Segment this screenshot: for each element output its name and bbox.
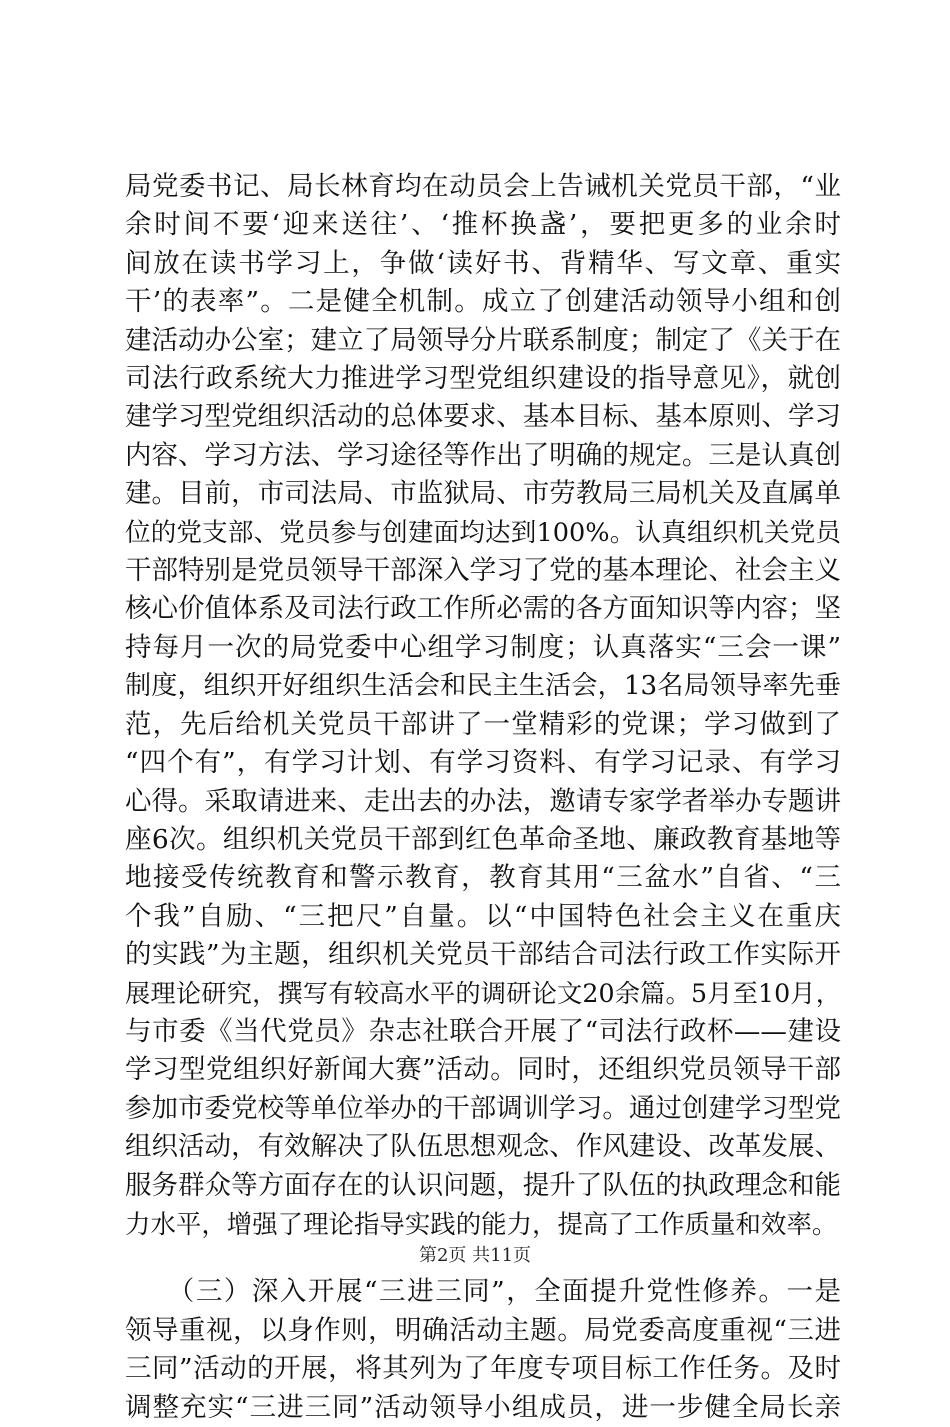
paragraph-1 — [125, 168, 841, 1243]
text-line: 局党委书记、局长林育均在动员会上告诫机关党员干部，“业 — [125, 171, 841, 202]
text-line: 调整充实“三进三同”活动领导小组成员，进一步健全局长亲 — [125, 1391, 841, 1423]
text-line: 余时间不要‘迎来送往’、‘推杯换盏’，要把更多的业余时 — [125, 209, 841, 241]
text-line: 领导重视，以身作则，明确活动主题。局党委高度重视“三进 — [125, 1314, 841, 1346]
text-line: “四个有”，有学习计划、有学习资料、有学习记录、有学习 — [125, 747, 841, 779]
text-line: 力水平，增强了理论指导实践的能力，提高了工作质量和效率。 — [125, 1208, 838, 1239]
text-line: 干’的表率”。二是健全机制。成立了创建活动领导小组和创 — [125, 286, 841, 318]
text-line: （三）深入开展“三进三同”，全面提升党性修养。一是 — [125, 1276, 841, 1308]
paragraph-2 — [125, 1273, 841, 1427]
text-line: 展理论研究，撰写有较高水平的调研论文20余篇。5月至10月， — [125, 978, 841, 1008]
text-line: 的实践”为主题，组织机关党员干部结合司法行政工作实际开 — [125, 939, 841, 971]
page-footer: 第2页 共11页 — [418, 1245, 532, 1266]
text-line: 核心价值体系及司法行政工作所必需的各方面知识等内容；坚 — [125, 593, 841, 625]
text-line: 司法行政系统大力推进学习型党组织建设的指导意见》，就创 — [125, 363, 841, 395]
text-line: 建学习型党组织活动的总体要求、基本目标、基本原则、学习 — [125, 401, 841, 433]
text-line: 范，先后给机关党员干部讲了一堂精彩的党课；学习做到了 — [125, 708, 841, 740]
text-line: 建活动办公室；建立了局领导分片联系制度；制定了《关于在 — [125, 324, 841, 356]
text-line: 参加市委党校等单位举办的干部调训学习。通过创建学习型党 — [125, 1092, 841, 1124]
text-line: 组织活动，有效解决了队伍思想观念、作风建设、改革发展、 — [125, 1131, 841, 1163]
text-line: 内容、学习方法、学习途径等作出了明确的规定。三是认真创 — [125, 439, 841, 471]
text-line: 间放在读书学习上，争做‘读好书、背精华、写文章、重实 — [125, 247, 841, 279]
text-line: 个我”自励、“三把尺”自量。以“中国特色社会主义在重庆 — [125, 900, 841, 932]
text-line: 地接受传统教育和警示教育，教育其用“三盆水”自省、“三 — [125, 862, 841, 894]
text-line: 学习型党组织好新闻大赛”活动。同时，还组织党员领导干部 — [125, 1054, 841, 1086]
text-line: 座6次。组织机关党员干部到红色革命圣地、廉政教育基地等 — [125, 823, 841, 855]
text-line: 制度，组织开好组织生活会和民主生活会，13名局领导率先垂 — [125, 671, 841, 702]
body-text — [125, 168, 841, 1427]
text-line: 建。目前，市司法局、市监狱局、市劳教局三局机关及直属单 — [125, 478, 841, 510]
text-line: 干部特别是党员领导干部深入学习了党的基本理论、社会主义 — [125, 555, 841, 587]
text-line: 与市委《当代党员》杂志社联合开展了“司法行政杯——建设 — [125, 1015, 841, 1047]
text-line: 三同”活动的开展，将其列为了年度专项目标工作任务。及时 — [125, 1353, 841, 1385]
text-line: 心得。采取请进来、走出去的办法，邀请专家学者举办专题讲 — [125, 785, 841, 817]
text-line: 持每月一次的局党委中心组学习制度；认真落实“三会一课” — [125, 631, 841, 663]
text-line: 位的党支部、党员参与创建面均达到100%。认真组织机关党员 — [125, 517, 841, 548]
text-line: 服务群众等方面存在的认识问题，提升了队伍的执政理念和能 — [125, 1169, 841, 1201]
